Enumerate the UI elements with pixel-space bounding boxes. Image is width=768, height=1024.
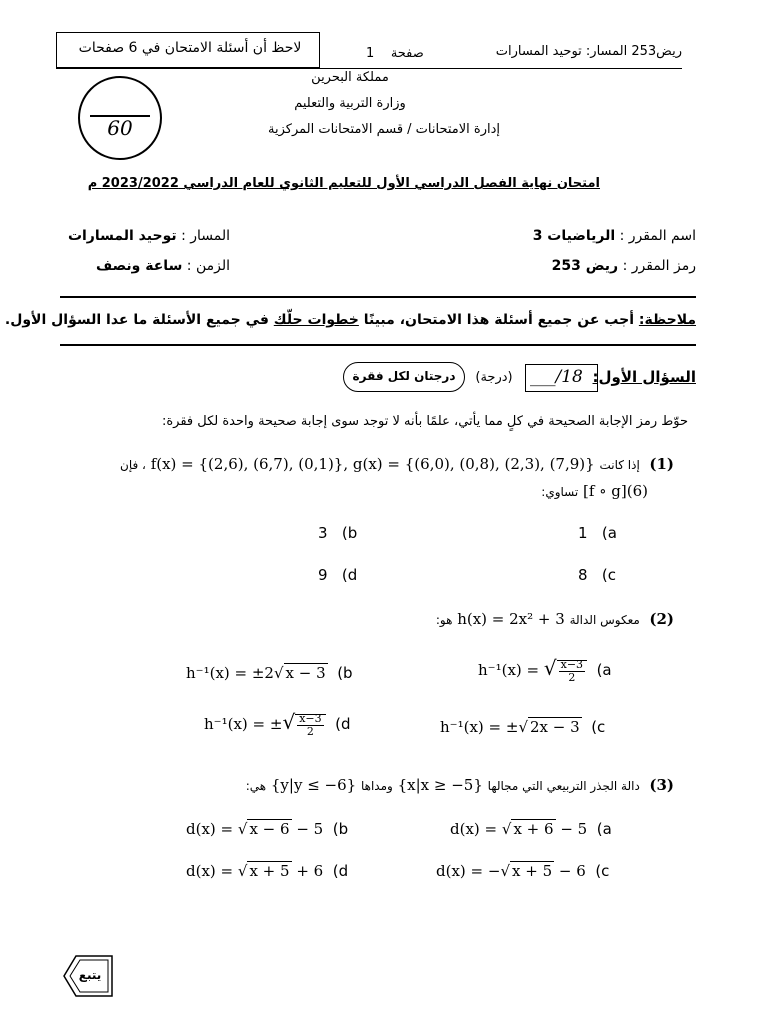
course-code-row: رمز المقرر : ريض 253	[551, 258, 696, 274]
item-3-stem: (3) دالة الجذر التربيعي التي مجالها {x|x ≥ −5} ومداها {y|y ≤ −6} هي:	[245, 776, 674, 794]
time-row: الزمن : ساعة ونصف	[95, 258, 230, 274]
question-one-score: ___/18	[530, 367, 583, 387]
item-3-option-a[interactable]: d(x) = √ x + 6 − 5 (a	[450, 820, 612, 838]
separator-bottom	[60, 344, 696, 346]
item-3-number: (3)	[649, 776, 674, 794]
page-label: صفحة 1	[366, 46, 424, 61]
course-track-header: ريض253 المسار: توحيد المسارات	[495, 44, 682, 59]
item-2-option-b[interactable]: h⁻¹(x) = ±2√ x − 3 (b	[186, 664, 353, 682]
item-2-number: (2)	[649, 610, 674, 628]
separator-top	[60, 296, 696, 298]
item-2-option-a[interactable]: h⁻¹(x) = √ $\frac{x-3}{2}$ (a	[478, 656, 612, 684]
question-one-unit: (درجة)	[475, 370, 513, 385]
question-one-label: السؤال الأول:	[592, 368, 696, 386]
item-3-option-b[interactable]: d(x) = √ x − 6 − 5 (b	[186, 820, 349, 838]
item-1-stem: (1) إذا كانت f(x) = {(2,6), (6,7), (0,1)}, g(x) = {(6,0), (0,8), (2,3), (7,9)} ، فإن	[120, 455, 674, 473]
item-1-option-b[interactable]: 3 (b	[318, 524, 358, 542]
page-count-note: لاحظ أن أسئلة الامتحان في 6 صفحات	[78, 40, 302, 56]
item-1-option-a[interactable]: 1 (a	[578, 524, 617, 542]
item-1-number: (1)	[649, 455, 674, 473]
item-2-stem: (2) معكوس الدالة h(x) = 2x² + 3 هو:	[435, 610, 674, 628]
continue-label: يتبع	[78, 968, 102, 982]
item-3-option-c[interactable]: d(x) = −√ x + 5 − 6 (c	[436, 862, 610, 880]
item-2-option-d[interactable]: h⁻¹(x) = ±√ $\frac{x-3}{2}$ (d	[204, 710, 351, 738]
ministry-name: وزارة التربية والتعليم	[294, 96, 406, 111]
course-name-row: اسم المقرر : الرياضيات 3	[532, 228, 696, 244]
total-score: 60	[107, 116, 133, 140]
item-1-option-c[interactable]: 8 (c	[578, 566, 616, 584]
header-underline	[56, 68, 682, 69]
instructions-note: ملاحظة: أجب عن جميع أسئلة هذا الامتحان، مبينًا خطوات حلّك في جميع الأسئلة ما عدا السؤال الأول.	[4, 312, 696, 328]
points-per-item: درجتان لكل فقرة	[352, 369, 456, 383]
item-2-option-c[interactable]: h⁻¹(x) = ±√ 2x − 3 (c	[440, 718, 606, 736]
track-row: المسار : توحيد المسارات	[67, 228, 230, 244]
total-score-circle	[78, 76, 162, 160]
exam-title: امتحان نهاية الفصل الدراسي الأول للتعليم الثانوي للعام الدراسي 2023/2022 م	[87, 176, 600, 191]
item-1-stem-line2: [f ∘ g](6) تساوي:	[541, 482, 648, 500]
item-1-option-d[interactable]: 9 (d	[318, 566, 358, 584]
department-name: إدارة الامتحانات / قسم الامتحانات المركزية	[268, 122, 500, 137]
item-3-option-d[interactable]: d(x) = √ x + 5 + 6 (d	[186, 862, 349, 880]
question-one-instruction: حوّط رمز الإجابة الصحيحة في كلٍ مما يأتي، علمًا بأنه لا توجد سوى إجابة صحيحة واحدة لكل فقرة:	[161, 414, 688, 429]
kingdom-name: مملكة البحرين	[311, 70, 389, 85]
